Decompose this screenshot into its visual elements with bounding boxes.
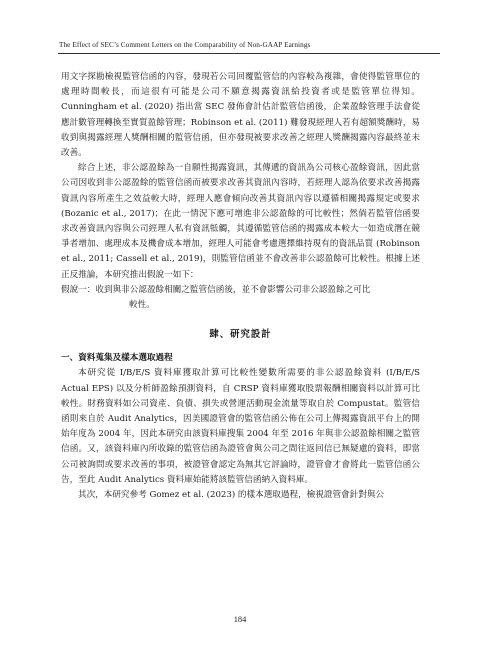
subsection-title: 一、資料蒐集及樣本選取過程 [61, 353, 173, 364]
paragraph-continuation: 用文字探勘檢視監管信函的內容，發現若公司回覆監管信的內容較為複雜，會使得監管單位的處理時間較長，而這很有可能是公司不願意揭露資訊給投資者或是監管單位得知。Cunningham et al. (2020) 指出當 SEC 發佈會計估計監管信函後，企業盈餘管理手法會從應計數管理轉換至實質盈餘管理；Robinson et al. (2011) 難發現經理人若有超額獎酬時，易收到與揭露經理人獎酬相關的監管信函，但亦發現被要求改善之經理人獎酬揭露內容最終並未改善。 [61, 72, 420, 159]
hypothesis-line-1 [61, 283, 420, 298]
hypothesis-text-1: 收到與非公認盈餘相關之監管信函後，並不會影響公司非公認盈餘之可比 [95, 284, 371, 295]
hypothesis-block [61, 283, 420, 313]
body-text [61, 70, 420, 503]
hypothesis-line-2: 較性。 [129, 300, 155, 311]
hypothesis-label: 假說一： [61, 284, 96, 295]
header-divider [58, 53, 440, 54]
section-title: 肆、研究設計 [209, 329, 272, 341]
page-number: 184 [233, 615, 247, 624]
paragraph-sample-selection: 其次，本研究參考 Gomez et al. (2023) 的樣本選取過程，檢視證管會針對與公 [78, 490, 385, 501]
paragraph-data-collection: 本研究從 I/B/E/S 資料庫獲取計算可比較性變數所需要的非公認盈餘資料 (I/B/E/S Actual EPS) 以及分析師盈餘預測資料，自 CRSP 資料庫獲取股票報酬相關資料以計算可比較性。財務資料如公司資產、負債、損失或營運活動現金流量等取自於 Compustat。監管信函則來自於 Audit Analytics，因美國證管會的監管信函公佈在公司上傳揭露資訊平台上的開始年度為 2004 年，因此本研究由該資料庫搜集 2004 年至 2016 年與非公認盈餘相關之監管信函。又，該資料庫內所收錄的監管信函為證管會與公司之間往返回信已無疑慮的資料，即當公司被詢問或要求改善的事項，被證管會認定為無其它評論時，證管會才會將此一監管信函公告，至此 Audit Analytics 資料庫始能將該監管信函納入資料庫。 [61, 368, 420, 485]
paragraph-summary: 綜合上述，非公認盈餘為一自願性揭露資訊，其傳遞的資訊為公司核心盈餘資訊，因此當公司因收到非公認盈餘的監管信函而被要求改善其資訊內容時，若經理人認為依要求改善揭露資訊內容所產生之效益較大時，經理人應會傾向改善其資訊內容以遵循相關揭露規定或要求 (Bozanic et al., 2017)；在此一情況下應可增進非公認盈餘的可比較性；然倘若監管信函要求改善資訊內容與公司經理人私有資訊牴觸，其遵循監管信函的揭露成本較大一如造成潛在競爭者增加、處理成本及機會成本增加，經理人可能會考慮選擇維持現有的資訊品質 (Robinson et al., 2011; Cassell et al., 2019)，則監管信函並不會改善非公認盈餘可比較性。根據上述正反推論，本研究推出假說一如下： [61, 163, 420, 280]
running-header: The Effect of SEC’s Comment Letters on the Comparability of Non-GAAP Earnings [59, 41, 311, 49]
